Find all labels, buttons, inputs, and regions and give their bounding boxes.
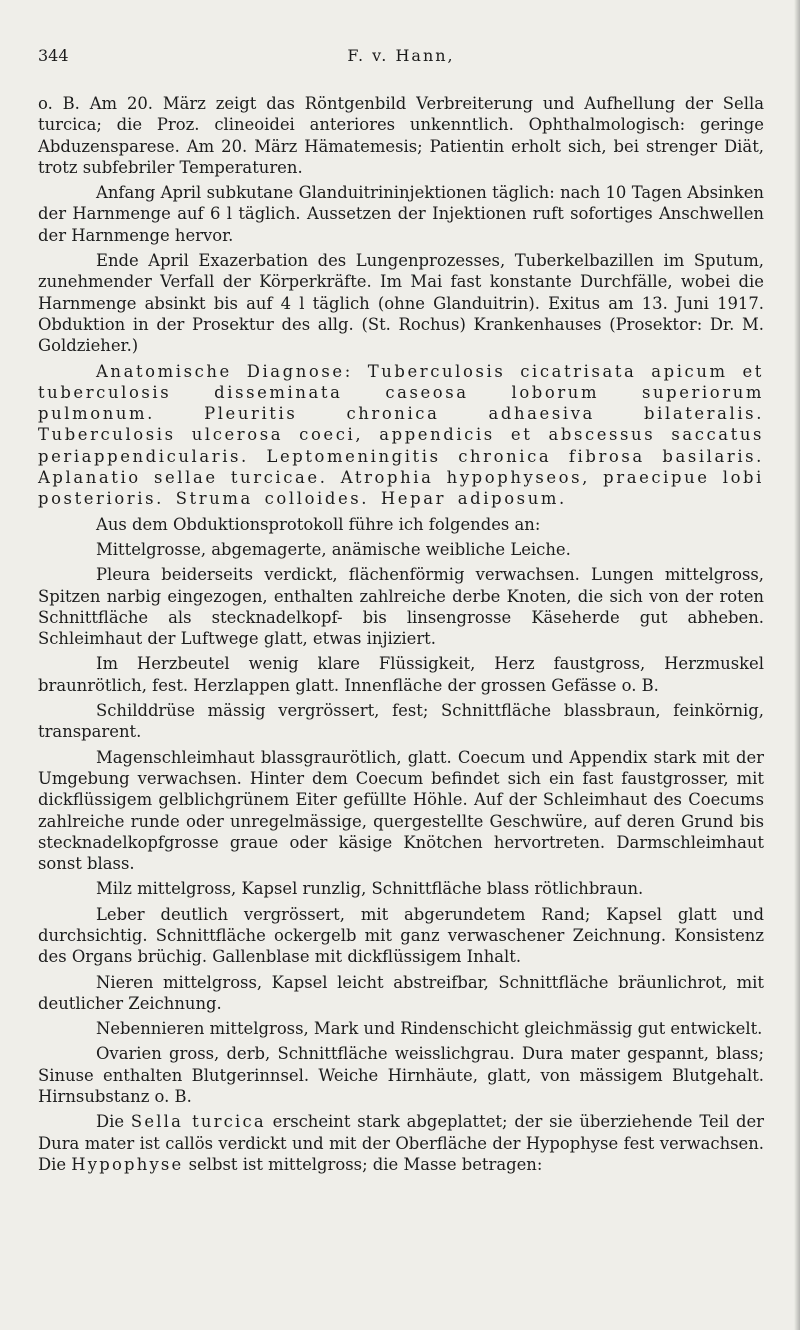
paragraph-sella-hypophyse [38, 1111, 764, 1175]
sella-tail: selbst ist mittelgross; die Masse betragen: [183, 1154, 543, 1174]
paragraph-pleura-lungs: Pleura beiderseits verdickt, flächenförmig verwachsen. Lungen mittelgross, Spitzen narbig eingezogen, enthalten zahlreiche derbe Knoten, die sich von der roten Schnittfläche als stecknadelkopf- bis linsengrosse Käseherde gut abheben. Schleimhaut der Luftwege glatt, etwas injiziert. [38, 565, 764, 649]
paragraph-heart: Im Herzbeutel wenig klare Flüssigkeit, Herz faustgross, Herzmuskel braunrötlich, fest. Herzlappen glatt. Innenfläche der grossen Gefässe o. B. [38, 654, 764, 695]
paragraph-continuation: o. B. Am 20. März zeigt das Röntgenbild Verbreiterung und Aufhellung der Sella turcica; die Proz. clineoidei anteriores unkenntlich. Ophthalmologisch: geringe Abduzensparese. Am 20. März Hämatemesis; Patientin erholt sich, bei strenger Diät, trotz subfebriler Temperaturen. [38, 94, 764, 177]
page-number: 344 [38, 46, 69, 65]
sella-mid: erscheint stark abgeplattet; der sie überziehende Teil der Dura mater ist callös verdickt und mit der Oberfläche der Hypophyse fest verwachsen. Die [38, 1112, 764, 1174]
body-text [38, 93, 764, 1179]
paragraph-exitus: Ende April Exazerbation des Lungenprozesses, Tuberkelbazillen im Sputum, zunehmender Verfall der Körperkräfte. Im Mai fast konstante Durchfälle, wobei die Harnmenge absinkt bis auf 4 l täglich (ohne Glanduitrin). Exitus am 13. Juni 1917. Obduktion in der Prosektur des allg. (St. Rochus) Krankenhauses (Prosektor: Dr. M. Goldzieher.) [38, 251, 764, 356]
paragraph-ovaries-brain: Ovarien gross, derb, Schnittfläche weisslichgrau. Dura mater gespannt, blass; Sinuse enthalten Blutgerinnsel. Weiche Hirnhäute, glatt, von mässigem Blutgehalt. Hirnsubstanz o. B. [38, 1044, 764, 1107]
running-head: F. v. Hann, [347, 46, 455, 65]
sella-lead: Die [96, 1112, 131, 1132]
term-hypophyse: Hypophyse [71, 1154, 184, 1174]
paragraph-body-description: Mittelgrosse, abgemagerte, anämische weibliche Leiche. [96, 539, 571, 559]
paragraph-glanduitrin: Anfang April subkutane Glanduitrininjektionen täglich: nach 10 Tagen Absinken der Harnmenge auf 6 l täglich. Aussetzen der Injektionen ruft sofortiges Anschwellen der Harnmenge hervor. [38, 183, 764, 245]
paragraph-spleen: Milz mittelgross, Kapsel runzlig, Schnittfläche blass rötlichbraun. [96, 879, 644, 899]
paragraph-kidneys: Nieren mittelgross, Kapsel leicht abstreifbar, Schnittfläche bräunlichrot, mit deutlicher Zeichnung. [38, 972, 764, 1013]
paragraph-thyroid: Schilddrüse mässig vergrössert, fest; Schnittfläche blassbraun, feinkörnig, transparent. [38, 701, 764, 742]
term-sella-turcica: Sella turcica [130, 1112, 266, 1132]
paragraph-protocol-intro: Aus dem Obduktionsprotokoll führe ich folgendes an: [96, 514, 541, 534]
paragraph-stomach-coecum: Magenschleimhaut blassgraurötlich, glatt. Coecum und Appendix stark mit der Umgebung verwachsen. Hinter dem Coecum befindet sich ein fast faustgrosser, mit dickflüssigem gelblichgrünem Eiter gefüllte Höhle. Auf der Schleimhaut des Coecums zahlreiche runde oder unregelmässige, quergestellte Geschwüre, auf deren Grund bis stecknadelkopfgrosse graue oder käsige Knötchen hervortreten. Darmschleimhaut sonst blass. [38, 747, 764, 874]
page-header [38, 46, 764, 70]
paragraph-liver: Leber deutlich vergrössert, mit abgerundetem Rand; Kapsel glatt und durchsichtig. Schnittfläche ockergelb mit ganz verwaschener Zeichnung. Konsistenz des Organs brüchig. Gallenblase mit dickflüssigem Inhalt. [38, 904, 764, 967]
paragraph-adrenals: Nebennieren mittelgross, Mark und Rindenschicht gleichmässig gut entwickelt. [96, 1019, 763, 1039]
paragraph-anatomical-diagnosis: Anatomische Diagnose: Tuberculosis cicatrisata apicum et tuberculosis disseminata caseosa loborum superiorum pulmonum. Pleuritis chronica adhaesiva bilateralis. Tuberculosis ulcerosa coeci, appendicis et abscessus saccatus periappendicularis. Leptomeningitis chronica fibrosa basilaris. Aplanatio sellae turcicae. Atrophia hypophyseos, praecipue lobi posterioris. Struma colloides. Hepar adiposum. [38, 361, 764, 509]
